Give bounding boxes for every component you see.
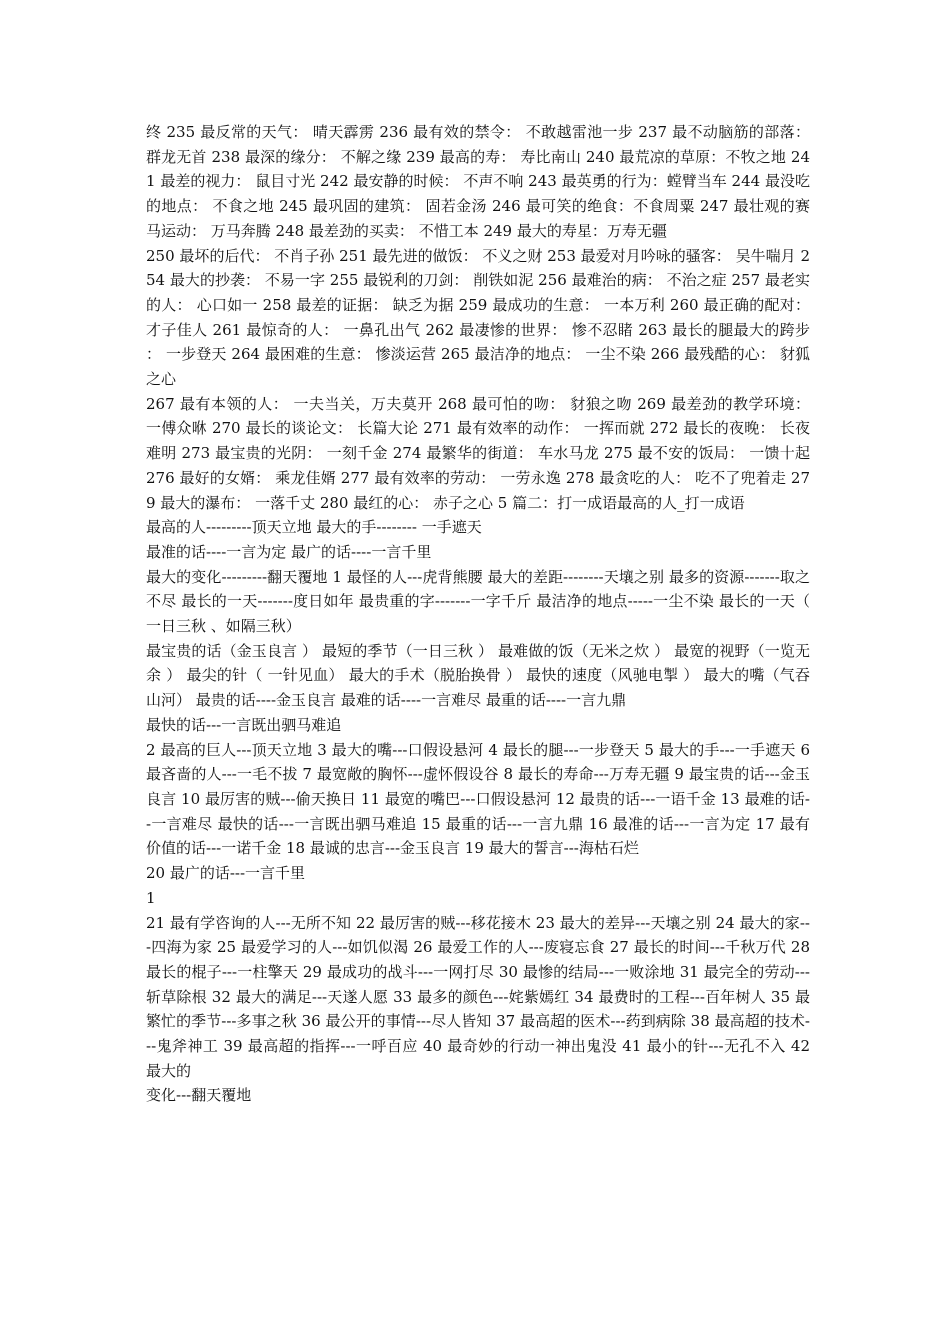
paragraph-5: 最准的话----一言为定 最广的话----一言千里 — [146, 542, 432, 561]
paragraph-4: 最高的人---------顶天立地 最大的手-------- 一手遮天 — [146, 518, 482, 537]
paragraph-1: 终 235 最反常的天气： 晴天霹雳 236 最有效的禁令： 不敢越雷池一步 237 最不动脑筋的部落： 群龙无首 238 最深的缘分： 不解之缘 239 最高的寿： 寿比南山 240 最荒凉的草原：不牧之地 241 最差的视力： 鼠目寸光 242 最安静的时候： 不声不响 243 最英勇的行为：螳臂当车 244 最没吃的地点： 不食之地 245 最巩固的建筑： 固若金汤 246 最可笑的绝食：不食周粟 247 最壮观的赛马运动： 万马奔腾 248 最差劲的买卖： 不惜工本 249 最大的寿星：万寿无疆 — [146, 123, 810, 240]
paragraph-12: 21 最有学咨询的人---无所不知 22 最厉害的贼---移花接木 23 最大的差异---天壤之别 24 最大的家---四海为家 25 最爱学习的人---如饥似渴 26 最爱工作的人---废寝忘食 27 最长的时间---千秋万代 28 最长的棍子---一柱擎天 29 最成功的战斗---一网打尽 30 最惨的结局---一败涂地 31 最完全的劳动---斩草除根 32 最大的满足---天遂人愿 33 最多的颜色---姹紫嫣红 34 最费时的工程---百年树人 35 最繁忙的季节---多事之秋 36 最公开的事情---尽人皆知 37 最高超的医术---药到病除 38 最高超的技术---鬼斧神工 39 最高超的指挥---一呼百应 40 最奇妙的行动一神出鬼没 41 最小的针---无孔不入 42 最大的 — [146, 913, 810, 1080]
paragraph-9: 2 最高的巨人---顶天立地 3 最大的嘴---口假设悬河 4 最长的腿---一步登天 5 最大的手---一手遮天 6 最吝啬的人---一毛不拔 7 最宽敞的胸怀---虚怀假设谷 8 最长的寿命---万寿无疆 9 最宝贵的话---金玉良言 10 最厉害的贼---偷天换日 11 最宽的嘴巴---口假设悬河 12 最贵的话---一语千金 13 最难的话--一言难尽 最快的话---一言既出驷马难追 15 最重的话---一言九鼎 16 最准的话---一言为定 17 最有价值的话---一诺千金 18 最诚的忠言---金玉良言 19 最大的誓言---海枯石烂 — [146, 740, 810, 858]
paragraph-7: 最宝贵的话（金玉良言 ） 最短的季节（一日三秋 ） 最难做的饭（无米之炊 ） 最宽的视野（一览无余 ） 最尖的针（ 一针见血） 最大的手术（脱胎换骨 ） 最快的速度（风驰电掣 ） 最大的嘴（气吞山河） 最贵的话----金玉良言 最难的话----一言难尽 最重的话----一言九鼎 — [146, 641, 810, 710]
paragraph-11: 1 — [146, 888, 156, 907]
document-page — [146, 120, 810, 1108]
paragraph-6: 最大的变化---------翻天覆地 1 最怪的人---虎背熊腰 最大的差距--------天壤之别 最多的资源-------取之不尽 最长的一天-------度日如年 最贵重的字-------一字千斤 最洁净的地点-----一尘不染 最长的一天（一日三秋 、如隔三秋） — [146, 567, 810, 636]
paragraph-8: 最快的话---一言既出驷马难追 — [146, 715, 342, 734]
paragraph-3: 267 最有本领的人： 一夫当关，万夫莫开 268 最可怕的吻： 豺狼之吻 269 最差劲的教学环境： 一傅众咻 270 最长的谈论文： 长篇大论 271 最有效率的动作： 一挥而就 272 最长的夜晚： 长夜难明 273 最宝贵的光阴： 一刻千金 274 最繁华的街道： 车水马龙 275 最不安的饭局： 一馈十起 276 最好的女婿： 乘龙佳婿 277 最有效率的劳动： 一劳永逸 278 最贪吃的人： 吃不了兜着走 279 最大的瀑布： 一落千丈 280 最红的心： 赤子之心 5 篇二：打一成语最高的人_打一成语 — [146, 394, 810, 512]
paragraph-13: 变化---翻天覆地 — [146, 1086, 252, 1105]
paragraph-10: 20 最广的话---一言千里 — [146, 864, 306, 883]
paragraph-2: 250 最坏的后代： 不肖子孙 251 最先进的做饭： 不义之财 253 最爱对月吟咏的骚客： 吴牛喘月 254 最大的抄袭： 不易一字 255 最锐利的刀剑： 削铁如泥 256 最难治的病： 不治之症 257 最老实的人： 心口如一 258 最差的证据： 缺乏为据 259 最成功的生意： 一本万利 260 最正确的配对： 才子佳人 261 最惊奇的人： 一鼻孔出气 262 最凄惨的世界： 惨不忍睹 263 最长的腿最大的跨步： 一步登天 264 最困难的生意： 惨淡运营 265 最洁净的地点： 一尘不染 266 最残酷的心： 豺狐之心 — [146, 246, 810, 389]
